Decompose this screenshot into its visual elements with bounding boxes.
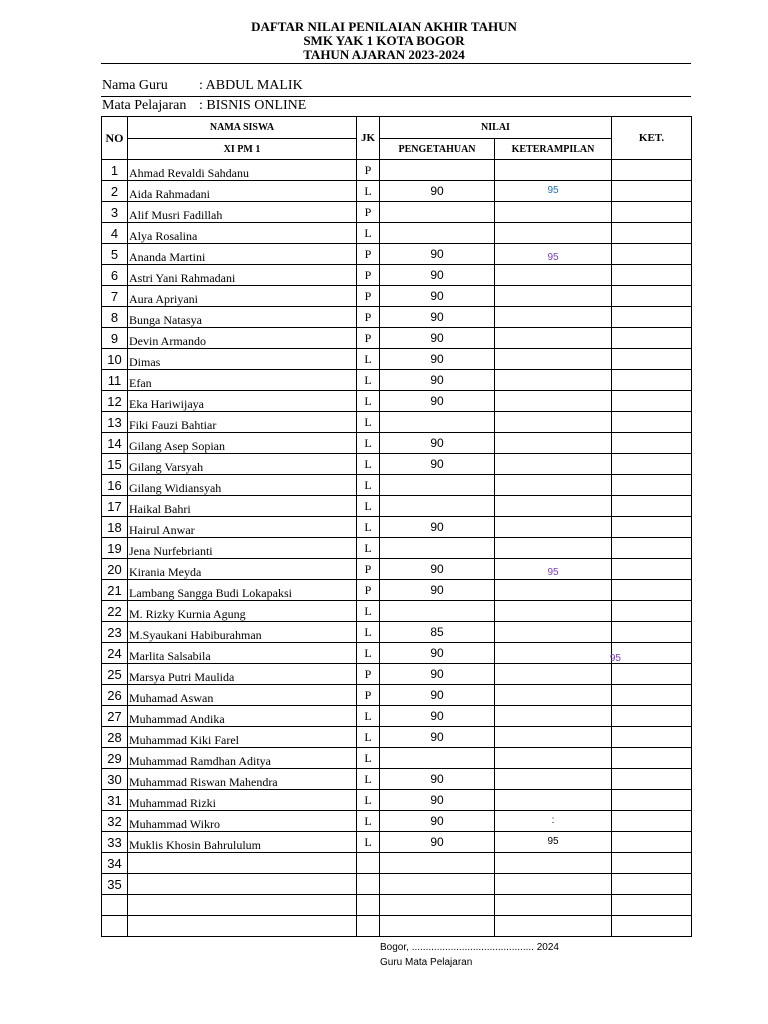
remarks bbox=[612, 832, 692, 853]
skill-score bbox=[495, 559, 612, 580]
skill-score bbox=[495, 622, 612, 643]
knowledge-score bbox=[380, 853, 495, 874]
remarks bbox=[612, 496, 692, 517]
knowledge-score bbox=[380, 748, 495, 769]
remarks bbox=[612, 559, 692, 580]
gender: L bbox=[357, 811, 380, 832]
gender: P bbox=[357, 265, 380, 286]
table-row bbox=[102, 832, 692, 853]
student-name: M.Syaukani Habiburahman bbox=[128, 622, 357, 643]
knowledge-score: 90 bbox=[380, 391, 495, 412]
student-name: Bunga Natasya bbox=[128, 307, 357, 328]
gender: L bbox=[357, 454, 380, 475]
knowledge-score: 90 bbox=[380, 433, 495, 454]
divider bbox=[101, 63, 691, 64]
header-class: XI PM 1 bbox=[128, 139, 357, 160]
gender: P bbox=[357, 685, 380, 706]
student-name: Devin Armando bbox=[128, 328, 357, 349]
knowledge-score: 90 bbox=[380, 244, 495, 265]
gender: L bbox=[357, 622, 380, 643]
gender: P bbox=[357, 286, 380, 307]
grade-rows bbox=[102, 160, 692, 937]
remarks bbox=[612, 790, 692, 811]
remarks bbox=[612, 244, 692, 265]
remarks bbox=[612, 853, 692, 874]
table-row bbox=[102, 538, 692, 559]
knowledge-score: 90 bbox=[380, 643, 495, 664]
divider bbox=[101, 96, 691, 97]
student-name: Muhammad Andika bbox=[128, 706, 357, 727]
skill-score bbox=[495, 475, 612, 496]
table-row bbox=[102, 601, 692, 622]
student-name: Gilang Asep Sopian bbox=[128, 433, 357, 454]
table-row bbox=[102, 811, 692, 832]
student-name bbox=[128, 916, 357, 937]
row-number: 32 bbox=[102, 811, 128, 832]
skill-score bbox=[495, 412, 612, 433]
student-name: M. Rizky Kurnia Agung bbox=[128, 601, 357, 622]
table-row bbox=[102, 433, 692, 454]
row-number: 13 bbox=[102, 412, 128, 433]
row-number: 7 bbox=[102, 286, 128, 307]
skill-score-value: 95 bbox=[547, 836, 559, 847]
knowledge-score: 90 bbox=[380, 181, 495, 202]
table-row bbox=[102, 727, 692, 748]
row-number: 8 bbox=[102, 307, 128, 328]
table-row bbox=[102, 643, 692, 664]
knowledge-score: 90 bbox=[380, 811, 495, 832]
table-row bbox=[102, 769, 692, 790]
place-date: Bogor, ............................................ 2024 bbox=[380, 942, 559, 953]
student-name: Aura Apriyani bbox=[128, 286, 357, 307]
gender bbox=[357, 895, 380, 916]
skill-score bbox=[495, 454, 612, 475]
row-number: 1 bbox=[102, 160, 128, 181]
knowledge-score: 90 bbox=[380, 685, 495, 706]
row-number: 35 bbox=[102, 874, 128, 895]
student-name: Haikal Bahri bbox=[128, 496, 357, 517]
gender: L bbox=[357, 412, 380, 433]
header-no: NO bbox=[102, 117, 128, 160]
student-name: Jena Nurfebrianti bbox=[128, 538, 357, 559]
remarks bbox=[612, 307, 692, 328]
gender: P bbox=[357, 202, 380, 223]
student-name: Kirania Meyda bbox=[128, 559, 357, 580]
row-number: 27 bbox=[102, 706, 128, 727]
student-name: Dimas bbox=[128, 349, 357, 370]
subject-value: : BISNIS ONLINE bbox=[199, 98, 307, 113]
knowledge-score bbox=[380, 496, 495, 517]
knowledge-score: 90 bbox=[380, 307, 495, 328]
skill-score bbox=[495, 391, 612, 412]
skill-score bbox=[495, 664, 612, 685]
teacher-label: Nama Guru bbox=[102, 78, 168, 93]
table-row bbox=[102, 454, 692, 475]
skill-score bbox=[495, 202, 612, 223]
knowledge-score: 90 bbox=[380, 349, 495, 370]
remarks bbox=[612, 601, 692, 622]
skill-score bbox=[495, 832, 612, 853]
remarks bbox=[612, 580, 692, 601]
skill-score bbox=[495, 328, 612, 349]
student-name: Muklis Khosin Bahrululum bbox=[128, 832, 357, 853]
gender: L bbox=[357, 601, 380, 622]
table-row bbox=[102, 622, 692, 643]
skill-score bbox=[495, 349, 612, 370]
table-row bbox=[102, 265, 692, 286]
table-row bbox=[102, 181, 692, 202]
skill-score bbox=[495, 286, 612, 307]
row-number: 23 bbox=[102, 622, 128, 643]
skill-score bbox=[495, 223, 612, 244]
row-number: 17 bbox=[102, 496, 128, 517]
knowledge-score: 90 bbox=[380, 517, 495, 538]
document-title: DAFTAR NILAI PENILAIAN AKHIR TAHUN bbox=[251, 19, 517, 34]
skill-score bbox=[495, 307, 612, 328]
skill-score bbox=[495, 853, 612, 874]
table-row bbox=[102, 475, 692, 496]
gender: L bbox=[357, 517, 380, 538]
skill-score-value: 95 bbox=[547, 252, 559, 263]
table-row bbox=[102, 685, 692, 706]
gender bbox=[357, 853, 380, 874]
table-row bbox=[102, 244, 692, 265]
remarks bbox=[612, 727, 692, 748]
student-name bbox=[128, 874, 357, 895]
gender: L bbox=[357, 349, 380, 370]
remarks bbox=[612, 286, 692, 307]
row-number: 30 bbox=[102, 769, 128, 790]
subject-label: Mata Pelajaran bbox=[102, 98, 187, 113]
gender bbox=[357, 916, 380, 937]
row-number: 34 bbox=[102, 853, 128, 874]
row-number: 14 bbox=[102, 433, 128, 454]
remarks bbox=[612, 685, 692, 706]
table-row bbox=[102, 496, 692, 517]
student-name bbox=[128, 895, 357, 916]
gender: L bbox=[357, 181, 380, 202]
row-number: 5 bbox=[102, 244, 128, 265]
table-row bbox=[102, 580, 692, 601]
skill-score-value: 95 bbox=[547, 185, 559, 196]
student-name: Ananda Martini bbox=[128, 244, 357, 265]
skill-score bbox=[495, 580, 612, 601]
skill-score bbox=[495, 643, 621, 664]
row-number: 25 bbox=[102, 664, 128, 685]
table-row bbox=[102, 391, 692, 412]
table-row bbox=[102, 160, 692, 181]
table-row bbox=[102, 412, 692, 433]
skill-score bbox=[495, 790, 612, 811]
skill-score bbox=[495, 874, 612, 895]
knowledge-score: 90 bbox=[380, 370, 495, 391]
student-name: Muhammad Rizki bbox=[128, 790, 357, 811]
skill-score-value: : bbox=[551, 815, 555, 826]
row-number: 12 bbox=[102, 391, 128, 412]
teacher-row bbox=[102, 78, 303, 94]
student-name: Lambang Sangga Budi Lokapaksi bbox=[128, 580, 357, 601]
knowledge-score bbox=[380, 202, 495, 223]
knowledge-score bbox=[380, 916, 495, 937]
remarks bbox=[612, 265, 692, 286]
student-name: Astri Yani Rahmadani bbox=[128, 265, 357, 286]
header-pengetahuan: PENGETAHUAN bbox=[380, 139, 495, 160]
student-name: Marsya Putri Maulida bbox=[128, 664, 357, 685]
remarks bbox=[612, 769, 692, 790]
student-name: Alif Musri Fadillah bbox=[128, 202, 357, 223]
gender bbox=[357, 874, 380, 895]
knowledge-score bbox=[380, 412, 495, 433]
row-number: 24 bbox=[102, 643, 128, 664]
skill-score bbox=[495, 181, 612, 202]
row-number: 3 bbox=[102, 202, 128, 223]
gender: L bbox=[357, 643, 380, 664]
skill-score bbox=[495, 160, 612, 181]
knowledge-score bbox=[380, 538, 495, 559]
table-row bbox=[102, 895, 692, 916]
table-row bbox=[102, 706, 692, 727]
remarks bbox=[609, 643, 692, 664]
knowledge-score: 90 bbox=[380, 664, 495, 685]
table-row bbox=[102, 328, 692, 349]
row-number: 19 bbox=[102, 538, 128, 559]
gender: L bbox=[357, 706, 380, 727]
gender: L bbox=[357, 769, 380, 790]
table-row bbox=[102, 748, 692, 769]
row-number bbox=[102, 916, 128, 937]
knowledge-score: 90 bbox=[380, 286, 495, 307]
gender: P bbox=[357, 664, 380, 685]
row-number: 6 bbox=[102, 265, 128, 286]
table-row bbox=[102, 790, 692, 811]
skill-score bbox=[495, 244, 612, 265]
table-row bbox=[102, 874, 692, 895]
row-number: 31 bbox=[102, 790, 128, 811]
knowledge-score bbox=[380, 874, 495, 895]
knowledge-score bbox=[380, 160, 495, 181]
knowledge-score bbox=[380, 223, 495, 244]
student-name bbox=[128, 853, 357, 874]
remarks bbox=[612, 748, 692, 769]
student-name: Marlita Salsabila bbox=[128, 643, 357, 664]
gender: P bbox=[357, 244, 380, 265]
academic-year: TAHUN AJARAN 2023-2024 bbox=[303, 47, 465, 62]
grades-table bbox=[101, 116, 692, 937]
skill-score bbox=[495, 748, 612, 769]
table-row bbox=[102, 853, 692, 874]
header-student-name: NAMA SISWA bbox=[128, 117, 357, 139]
knowledge-score: 90 bbox=[380, 328, 495, 349]
table-row bbox=[102, 664, 692, 685]
skill-score-value: 95 bbox=[547, 567, 559, 578]
remarks bbox=[612, 202, 692, 223]
remarks bbox=[612, 811, 692, 832]
gender: L bbox=[357, 475, 380, 496]
header-jk: JK bbox=[357, 117, 380, 160]
skill-score bbox=[495, 601, 612, 622]
table-row bbox=[102, 223, 692, 244]
row-number: 33 bbox=[102, 832, 128, 853]
knowledge-score: 90 bbox=[380, 832, 495, 853]
skill-score bbox=[495, 370, 612, 391]
table-row bbox=[102, 559, 692, 580]
knowledge-score bbox=[380, 895, 495, 916]
remarks bbox=[612, 664, 692, 685]
skill-score bbox=[495, 496, 612, 517]
header-ket: KET. bbox=[612, 117, 692, 160]
skill-score bbox=[495, 811, 612, 832]
knowledge-score: 90 bbox=[380, 580, 495, 601]
gender: L bbox=[357, 832, 380, 853]
skill-score bbox=[495, 433, 612, 454]
row-number: 29 bbox=[102, 748, 128, 769]
student-name: Muhamad Aswan bbox=[128, 685, 357, 706]
remarks bbox=[612, 370, 692, 391]
remarks bbox=[612, 916, 692, 937]
knowledge-score bbox=[380, 475, 495, 496]
knowledge-score: 90 bbox=[380, 265, 495, 286]
skill-score bbox=[495, 916, 612, 937]
skill-score bbox=[495, 538, 612, 559]
teacher-value: : ABDUL MALIK bbox=[199, 78, 303, 93]
header-nilai: NILAI bbox=[380, 117, 612, 139]
knowledge-score bbox=[380, 601, 495, 622]
knowledge-score: 90 bbox=[380, 706, 495, 727]
student-name: Muhammad Ramdhan Aditya bbox=[128, 748, 357, 769]
row-number: 2 bbox=[102, 181, 128, 202]
table-row bbox=[102, 517, 692, 538]
remarks bbox=[612, 160, 692, 181]
row-number: 10 bbox=[102, 349, 128, 370]
gender: L bbox=[357, 391, 380, 412]
gender: P bbox=[357, 559, 380, 580]
table-row bbox=[102, 370, 692, 391]
remarks bbox=[612, 454, 692, 475]
gender: L bbox=[357, 727, 380, 748]
gender: P bbox=[357, 580, 380, 601]
student-name: Muhammad Riswan Mahendra bbox=[128, 769, 357, 790]
student-name: Muhammad Wikro bbox=[128, 811, 357, 832]
row-number: 4 bbox=[102, 223, 128, 244]
table-row bbox=[102, 307, 692, 328]
remarks bbox=[612, 328, 692, 349]
remarks bbox=[612, 706, 692, 727]
header-keterampilan: KETERAMPILAN bbox=[495, 139, 612, 160]
gender: L bbox=[357, 433, 380, 454]
student-name: Efan bbox=[128, 370, 357, 391]
student-name: Gilang Varsyah bbox=[128, 454, 357, 475]
skill-score bbox=[495, 517, 612, 538]
table-row bbox=[102, 349, 692, 370]
subject-row bbox=[102, 98, 307, 114]
skill-score bbox=[495, 706, 612, 727]
table-row bbox=[102, 286, 692, 307]
row-number: 22 bbox=[102, 601, 128, 622]
skill-score bbox=[495, 769, 612, 790]
remarks bbox=[612, 223, 692, 244]
student-name: Fiki Fauzi Bahtiar bbox=[128, 412, 357, 433]
table-row bbox=[102, 916, 692, 937]
knowledge-score: 85 bbox=[380, 622, 495, 643]
skill-score bbox=[495, 265, 612, 286]
gender: L bbox=[357, 496, 380, 517]
knowledge-score: 90 bbox=[380, 769, 495, 790]
knowledge-score: 90 bbox=[380, 790, 495, 811]
remarks bbox=[612, 895, 692, 916]
skill-score bbox=[495, 727, 612, 748]
knowledge-score: 90 bbox=[380, 559, 495, 580]
gender: P bbox=[357, 328, 380, 349]
row-number: 11 bbox=[102, 370, 128, 391]
student-name: Muhammad Kiki Farel bbox=[128, 727, 357, 748]
remarks bbox=[612, 475, 692, 496]
gender: L bbox=[357, 370, 380, 391]
row-number: 15 bbox=[102, 454, 128, 475]
signer-title: Guru Mata Pelajaran bbox=[380, 957, 473, 968]
skill-score bbox=[495, 895, 612, 916]
school-name: SMK YAK 1 KOTA BOGOR bbox=[303, 33, 465, 48]
remarks bbox=[612, 517, 692, 538]
remarks bbox=[612, 349, 692, 370]
remarks bbox=[612, 181, 692, 202]
row-number: 16 bbox=[102, 475, 128, 496]
row-number: 26 bbox=[102, 685, 128, 706]
student-name: Aida Rahmadani bbox=[128, 181, 357, 202]
row-number: 28 bbox=[102, 727, 128, 748]
skill-score bbox=[495, 685, 612, 706]
gender: L bbox=[357, 790, 380, 811]
row-number: 9 bbox=[102, 328, 128, 349]
row-number bbox=[102, 895, 128, 916]
knowledge-score: 90 bbox=[380, 727, 495, 748]
gender: L bbox=[357, 748, 380, 769]
student-name: Eka Hariwijaya bbox=[128, 391, 357, 412]
remarks bbox=[612, 412, 692, 433]
gender: P bbox=[357, 307, 380, 328]
gender: P bbox=[357, 160, 380, 181]
table-row bbox=[102, 202, 692, 223]
remarks bbox=[612, 874, 692, 895]
student-name: Ahmad Revaldi Sahdanu bbox=[128, 160, 357, 181]
skill-score-value: 95 bbox=[609, 653, 621, 664]
remarks bbox=[612, 433, 692, 454]
row-number: 21 bbox=[102, 580, 128, 601]
row-number: 18 bbox=[102, 517, 128, 538]
row-number: 20 bbox=[102, 559, 128, 580]
student-name: Hairul Anwar bbox=[128, 517, 357, 538]
remarks bbox=[612, 622, 692, 643]
knowledge-score: 90 bbox=[380, 454, 495, 475]
remarks bbox=[612, 538, 692, 559]
gender: L bbox=[357, 538, 380, 559]
student-name: Alya Rosalina bbox=[128, 223, 357, 244]
remarks bbox=[612, 391, 692, 412]
student-name: Gilang Widiansyah bbox=[128, 475, 357, 496]
gender: L bbox=[357, 223, 380, 244]
